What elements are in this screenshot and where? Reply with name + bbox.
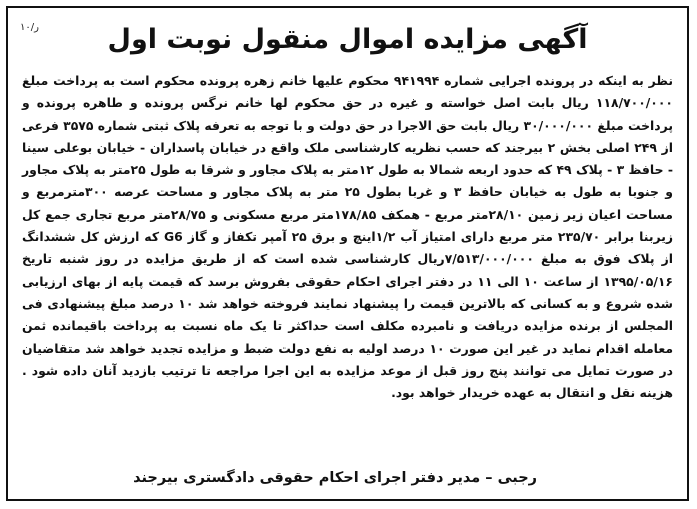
notice-title: آگهی مزایده اموال منقول نوبت اول xyxy=(107,24,588,55)
notice-signature: رجبی – مدیر دفتر اجرای احکام حقوقی دادگستری بیرجند xyxy=(133,470,537,486)
notice-code: ر/۱۰ xyxy=(20,22,39,33)
notice-frame xyxy=(6,6,689,501)
notice-body: نظر به اینکه در پرونده اجرایی شماره ۹۴۱۹۹۴ محکوم علیها خانم زهره پرونده محکوم است به پرداخت مبلغ ۱۱۸/۷۰۰/۰۰۰ ریال بابت اصل خواسته و غیره در حق محکوم لها خانم نرگس پرونده و طاهره پرونده و پرداخت مبلغ ۳۰/۰۰۰/۰۰۰ ریال بابت حق الاجرا در حق دولت و با توجه به تعرفه پلاک ثبتی شماره ۳۵۷۵ فرعی از ۲۴۹ اصلی بخش ۲ بیرجند که حسب نظریه کارشناسی ملک واقع در خیابان پاسداران - خیابان بوعلی سینا - حافظ ۳ - پلاک ۴۹ که حدود اربعه شمالا به طول ۱۲متر به پلاک مجاور و شرقا به طول ۲۵متر به پلاک مجاور و جنوبا به طول به خیابان حافظ ۳ و غربا بطول ۲۵ متر به پلاک مجاور و مساحت عرصه ۳۰۰مترمربع و مساحت اعیان زیر زمین ۲۸/۱۰متر مربع - همکف ۱۷۸/۸۵متر مربع مسکونی و ۲۸/۷۵متر مربع تجاری جمع کل زیربنا برابر ۲۳۵/۷۰ متر مربع دارای امتیاز آب ۱/۲اینچ و برق ۲۵ آمپر تکفاز و گاز G6 که ارزش کل ششدانگ از پلاک فوق به مبلغ ۷/۵۱۳/۰۰۰/۰۰۰ریال کارشناسی شده است که از طریق مزایده در روز شنبه تاریخ ۱۳۹۵/۰۵/۱۶ از ساعت ۱۰ الی ۱۱ در دفتر اجرای احکام حقوقی بفروش برسد که قیمت پایه از بهای ارزیابی شده شروع و به کسانی که بالاترین قیمت را پیشنهاد نمایند فروخته خواهد شد ۱۰ درصد مبلغ پیشنهادی فی المجلس از برنده مزایده دریافت و نامبرده مکلف است حداکثر تا یک ماه نسبت به پرداخت باقیمانده ثمن معامله اقدام نماید در غیر این صورت ۱۰ درصد اولیه به نفع دولت ضبط و مزایده تجدید خواهد شد متقاضیان در صورت تمایل می توانند پنج روز قبل از موعد مزایده به این اجرا مراجعه تا ترتیب بازدید آنان داده شود . هزینه نقل و انتقال به عهده خریدار خواهد بود. xyxy=(22,73,674,401)
